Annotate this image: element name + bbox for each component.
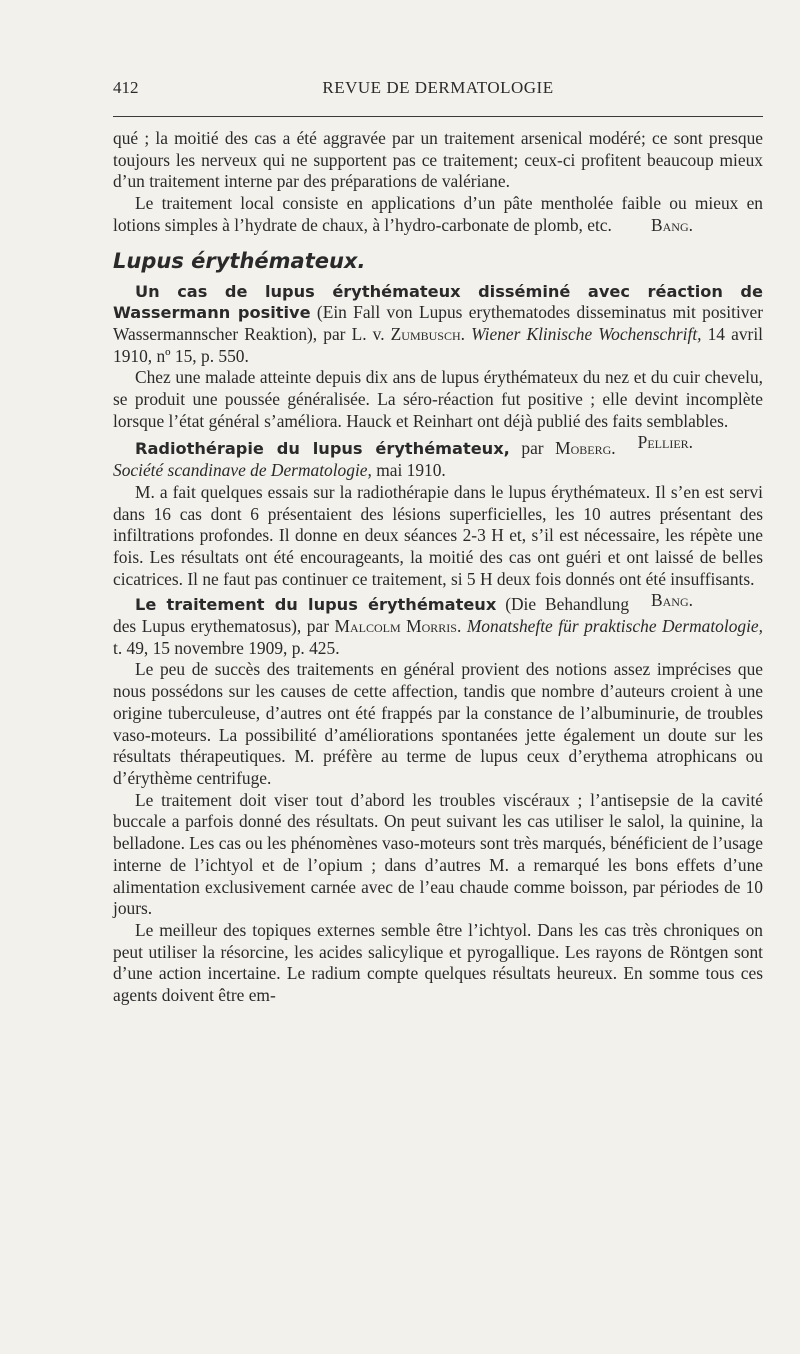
- author-name: Zumbusch: [390, 323, 461, 344]
- section-title: Lupus érythémateux.: [113, 248, 366, 273]
- reference-text: .: [611, 438, 616, 459]
- page-header: [113, 78, 763, 108]
- signature: Bang.: [651, 590, 693, 611]
- paragraph-text: M. a fait quelques essais sur la radiothérapie dans le lupus érythémateux. Il s’en est servi dans 16 cas dont 6 présentaient des lésions superficielles, les 10 autres présentant des infiltrations profondes. Il donne en deux séances 2-3 H et, s’il est nécessaire, les répète une fois. Les résultats ont été encourageants, la moitié des cas ont guéri et ont laissé de belles cicatrices. Il ne faut pas continuer ce traitement, si 5 H deux fois donnés ont été insuffisants.: [113, 481, 763, 589]
- journal-name: Wiener Klinische Wochenschrift,: [471, 323, 702, 344]
- paragraph: Le peu de succès des traitements en général provient des notions assez imprécises que nous possédons sur les causes de cette affection, tandis que nombre d’auteurs croient à une origine tuberculeuse, d’autres ont été frappés par la constance de l’albuminurie, de troubles vaso-moteurs. La possibilité d’améliorations spontanées jette également un doute sur les résultats thérapeutiques. M. préfère au terme de lupus ceux d’erythema atrophicans ou d’érythème centrifuge.: [113, 659, 763, 788]
- reference-text: .: [456, 616, 467, 637]
- article-title: Le traitement du lupus érythémateux: [135, 595, 497, 615]
- author-name: Malcolm Morris: [334, 616, 457, 637]
- running-title: REVUE DE DERMATOLOGIE: [322, 78, 554, 97]
- paragraph: Le meilleur des topiques externes semble être l’ichtyol. Dans les cas très chroniques on peut utiliser la résorcine, les acides salicylique et pyrogallique. Les rayons de Röntgen sont d’une action incertaine. Le radium compte quelques résultats heureux. En somme tous ces agents doivent être em-: [113, 919, 763, 1006]
- paragraph: [113, 193, 763, 236]
- reference-text: par: [509, 438, 556, 459]
- paragraph-text: Le traitement local consiste en applications d’un pâte mentholée faible ou mieux en lotions simples à l’hydrate de chaux, à l’hydro-carbonate de plomb, etc.: [113, 193, 763, 235]
- paragraph: Le traitement doit viser tout d’abord les troubles viscéraux ; l’antisepsie de la cavité buccale a parfois donné des résultats. On peut suivant les cas utiliser le salol, la quinine, la belladone. Les cas ou les phénomènes vaso-moteurs sont très marqués, bénéficient de l’usage interne de l’ichtyol et de l’opium ; dans d’autres M. a remarqué les bons effets d’une alimentation exclusivement carnée avec de l’eau chaude comme boisson, par périodes de 10 jours.: [113, 789, 764, 919]
- page-number: 412: [113, 78, 139, 97]
- article-body: [113, 128, 763, 1007]
- article-title: Un cas de lupus érythémateux disséminé avec réaction de Wassermann positive: [113, 281, 763, 323]
- reference-text: t. 49, 15 novembre 1909, p. 425.: [113, 637, 340, 658]
- article-title: Radiothérapie du lupus érythémateux,: [135, 439, 510, 459]
- reference-text: (Die Behandlung des Lupus erythematosus), par: [113, 594, 630, 637]
- paragraph: qué ; la moitié des cas a été aggravée par un traitement arsenical modéré; ce sont presque toujours les nerveux qui ne supportent pas ce traitement; ceux-ci profitent beaucoup mieux d’un traitement interne par des préparations de valériane.: [113, 128, 763, 192]
- paragraph-text: Chez une malade atteinte depuis dix ans de lupus érythémateux du nez et du cuir chevelu, se produit une poussée généralisée. La séro-réaction fut positive ; elle devint incomplète lorsque l’état général s’améliora. Hauck et Reinhart ont déjà publié des faits semblables.: [113, 367, 763, 431]
- author-name: Moberg: [555, 438, 612, 459]
- signature: Bang.: [651, 214, 693, 235]
- reference-text: mai 1910.: [371, 460, 446, 481]
- reference-text: 14 avril 1910, nº 15, p. 550.: [113, 323, 763, 366]
- article-reference: [113, 281, 763, 368]
- reference-text: (Ein Fall von Lupus erythematodes disseminatus mit positiver Wassermannscher Reaktion), par L. v.: [113, 302, 763, 344]
- journal-name: Société scandinave de Dermatologie,: [113, 460, 372, 481]
- reference-text: .: [460, 323, 472, 344]
- header-rule: [113, 116, 763, 117]
- journal-name: Monatshefte für praktische Dermatologie,: [466, 616, 763, 637]
- signature: Pellier.: [637, 432, 693, 453]
